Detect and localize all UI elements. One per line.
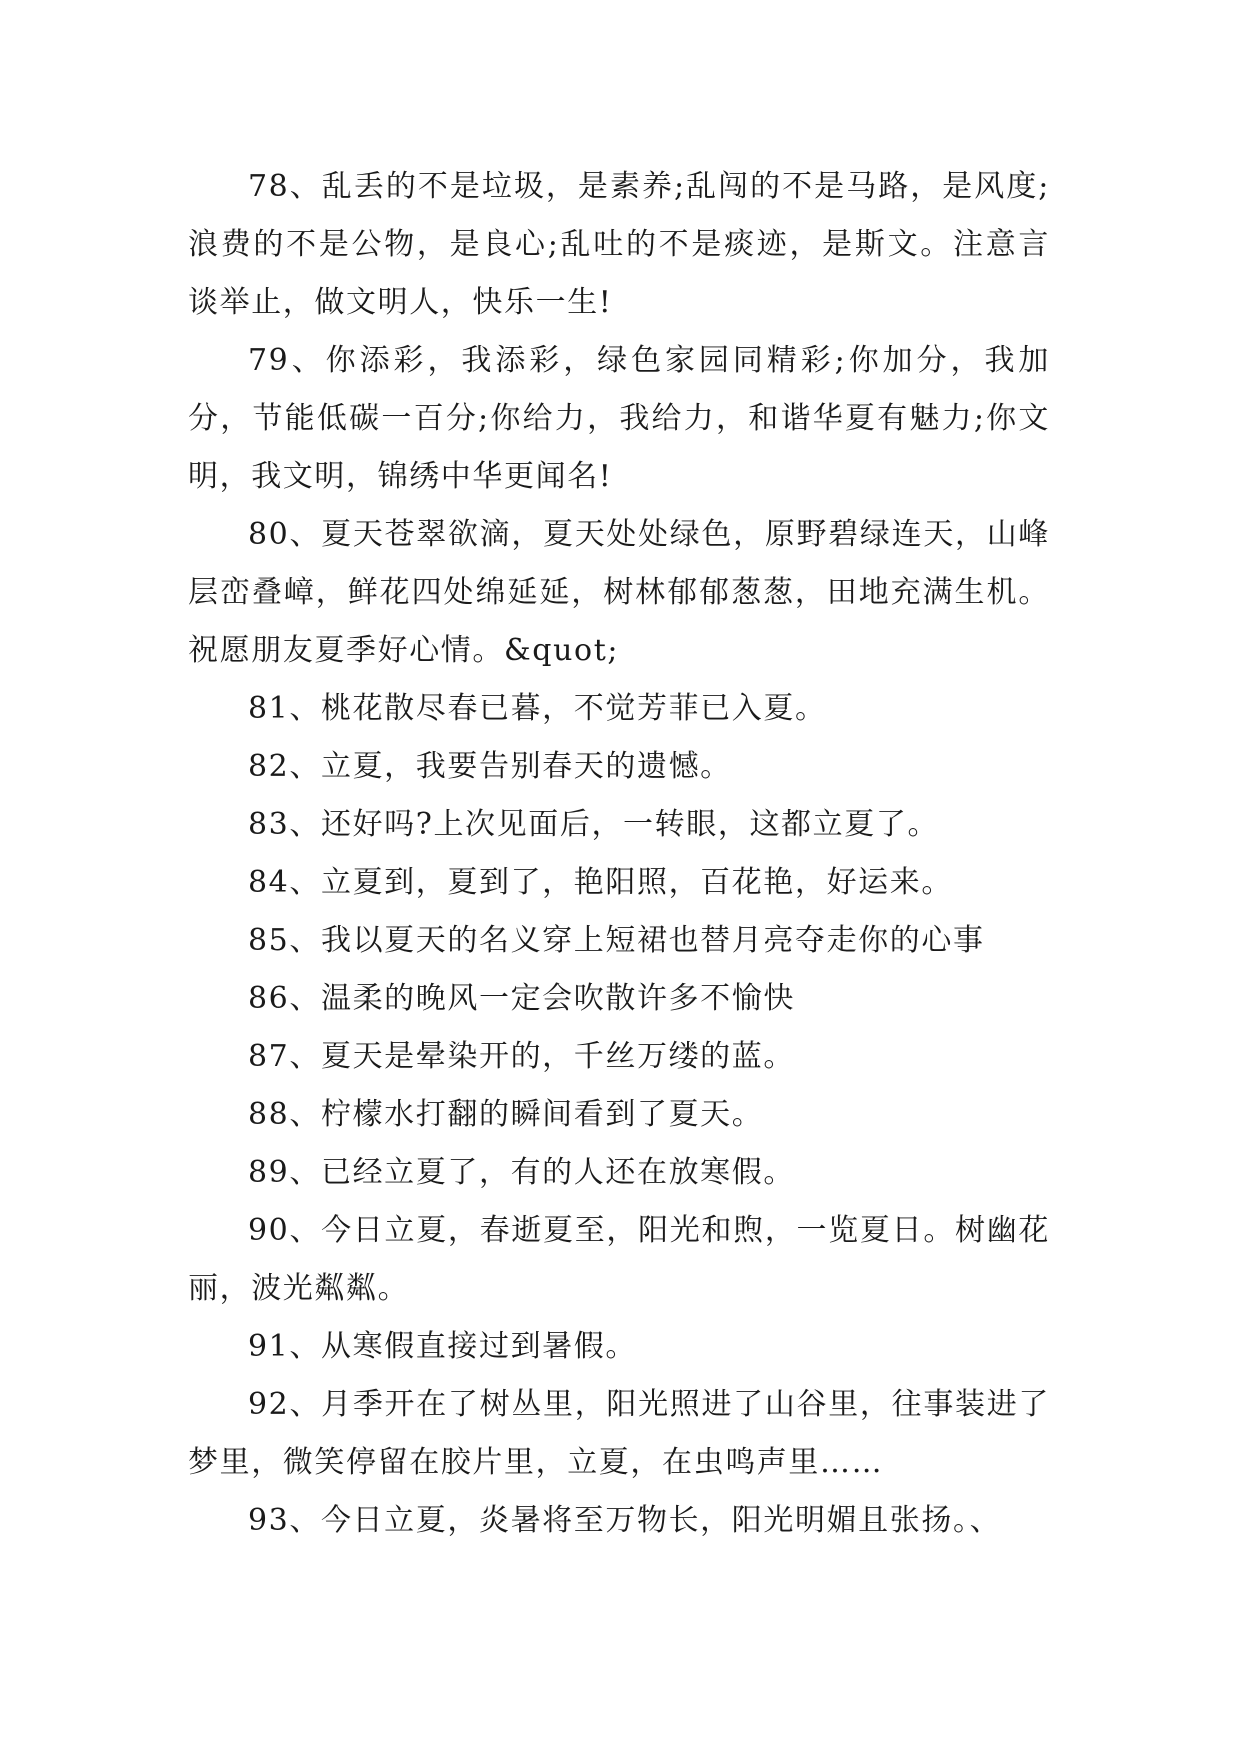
paragraph-81: 81、桃花散尽春已暮，不觉芳菲已入夏。 [248, 691, 827, 726]
paragraph-86: 86、温柔的晚风一定会吹散许多不愉快 [248, 981, 795, 1016]
paragraph-89: 89、已经立夏了，有的人还在放寒假。 [248, 1155, 795, 1190]
paragraph-82: 82、立夏，我要告别春天的遗憾。 [248, 749, 732, 784]
document-body [188, 158, 1050, 1550]
paragraph-91: 91、从寒假直接过到暑假。 [248, 1329, 637, 1364]
paragraph-87: 87、夏天是晕染开的，千丝万缕的蓝。 [248, 1039, 795, 1074]
paragraph-90: 90、今日立夏，春逝夏至，阳光和煦，一览夏日。树幽花丽，波光粼粼。 [188, 1213, 1050, 1306]
paragraph-93: 93、今日立夏，炎暑将至万物长，阳光明媚且张扬。、 [248, 1503, 1002, 1538]
paragraph-78: 78、乱丢的不是垃圾，是素养;乱闯的不是马路，是风度;浪费的不是公物，是良心;乱吐的不是痰迹，是斯文。注意言谈举止，做文明人，快乐一生! [188, 169, 1050, 320]
paragraph-80: 80、夏天苍翠欲滴，夏天处处绿色，原野碧绿连天，山峰层峦叠嶂，鲜花四处绵延延，树林郁郁葱葱，田地充满生机。祝愿朋友夏季好心情。&quot; [188, 517, 1050, 668]
paragraph-79: 79、你添彩，我添彩，绿色家园同精彩;你加分，我加分，节能低碳一百分;你给力，我给力，和谐华夏有魅力;你文明，我文明，锦绣中华更闻名! [188, 343, 1050, 494]
paragraph-84: 84、立夏到，夏到了，艳阳照，百花艳，好运来。 [248, 865, 953, 900]
paragraph-88: 88、柠檬水打翻的瞬间看到了夏天。 [248, 1097, 764, 1132]
paragraph-92: 92、月季开在了树丛里，阳光照进了山谷里，往事装进了梦里，微笑停留在胶片里，立夏，在虫鸣声里…… [188, 1387, 1050, 1480]
paragraph-85: 85、我以夏天的名义穿上短裙也替月亮夺走你的心事 [248, 923, 985, 958]
paragraph-83: 83、还好吗?上次见面后，一转眼，这都立夏了。 [248, 807, 940, 842]
